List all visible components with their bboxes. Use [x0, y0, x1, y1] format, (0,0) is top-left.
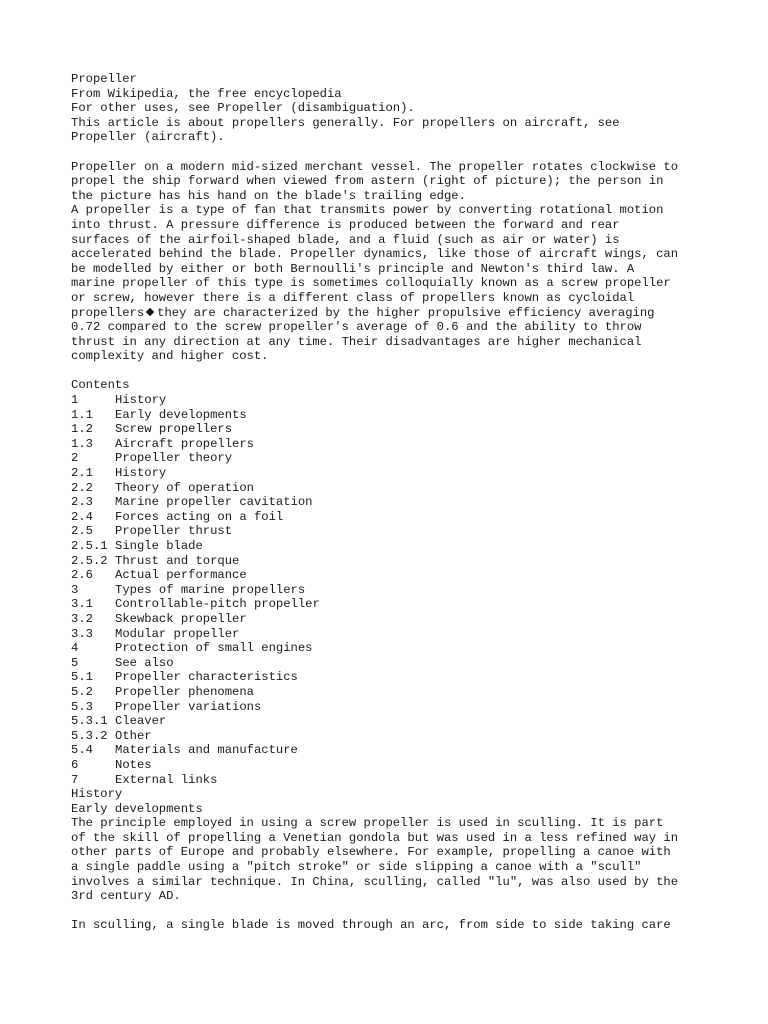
contents-item[interactable] [71, 714, 711, 729]
section-heading-history: History [71, 787, 123, 802]
contents-item-title[interactable]: See also [115, 655, 174, 670]
contents-item-number: 3.2 [71, 611, 93, 626]
contents-item[interactable] [71, 422, 711, 437]
spacer [71, 364, 711, 379]
contents-item-title[interactable]: Actual performance [115, 568, 247, 583]
body-line: other parts of Europe and probably elsewhere. For example, propelling a canoe with [71, 845, 671, 860]
contents-item-number: 2.4 [71, 509, 93, 524]
contents-item-title[interactable]: Modular propeller [115, 626, 240, 641]
contents-item-title[interactable]: Other [115, 728, 152, 743]
caption-line: Propeller on a modern mid-sized merchant vessel. The propeller rotates clockwise to [71, 159, 679, 174]
document-page [71, 72, 711, 933]
contents-item[interactable] [71, 510, 711, 525]
contents-item-title[interactable]: Types of marine propellers [115, 582, 306, 597]
contents-item[interactable] [71, 729, 711, 744]
history-paragraph-2 [71, 918, 711, 933]
contents-item[interactable] [71, 685, 711, 700]
contents-item-number: 3 [71, 582, 79, 597]
contents-item[interactable] [71, 437, 711, 452]
contents-item[interactable] [71, 554, 711, 569]
intro-line: surfaces of the airfoil-shaped blade, and a fluid (such as air or water) is [71, 232, 620, 247]
contents-item[interactable] [71, 670, 711, 685]
contents-item-number: 3.1 [71, 597, 93, 612]
intro-line: accelerated behind the blade. Propeller dynamics, like those of aircraft wings, can [71, 247, 679, 262]
history-section [71, 787, 711, 933]
spacer [71, 145, 711, 160]
contents-item-title[interactable]: Thrust and torque [115, 553, 240, 568]
hatnote-aircraft-line2: Propeller (aircraft). [71, 130, 225, 145]
intro-line: or screw, however there is a different class of propellers known as cycloidal [71, 290, 635, 305]
body-line: a single paddle using a "pitch stroke" or side slipping a canoe with a "scull" [71, 860, 642, 875]
contents-item-title[interactable]: Controllable-pitch propeller [115, 597, 320, 612]
hatnote-aircraft-line1: This article is about propellers generally. For propellers on aircraft, see [71, 115, 620, 130]
contents-item-title[interactable]: Skewback propeller [115, 611, 247, 626]
contents-item[interactable] [71, 758, 711, 773]
contents-item-number: 5.2 [71, 684, 93, 699]
contents-item-title[interactable]: Propeller thrust [115, 524, 233, 539]
contents-item[interactable] [71, 466, 711, 481]
contents-item-title[interactable]: Theory of operation [115, 480, 254, 495]
contents-item[interactable] [71, 568, 711, 583]
body-line: The principle employed in using a screw propeller is used in sculling. It is part [71, 816, 664, 831]
contents-item-number: 2.5.2 [71, 553, 108, 568]
contents-item-title[interactable]: Cleaver [115, 714, 167, 729]
contents-item[interactable] [71, 481, 711, 496]
contents-item-title[interactable]: Early developments [115, 407, 247, 422]
hatnote-disambiguation: For other uses, see Propeller (disambiguation). [71, 101, 415, 116]
intro-line: thrust in any direction at any time. Their disadvantages are higher mechanical [71, 334, 642, 349]
contents-item-title[interactable]: Propeller phenomena [115, 684, 254, 699]
contents-item-title[interactable]: History [115, 393, 167, 408]
contents-item-title[interactable]: Protection of small engines [115, 641, 313, 656]
contents-item-number: 1.1 [71, 407, 93, 422]
contents-item-title[interactable]: Aircraft propellers [115, 436, 254, 451]
contents-item-number: 5.3.1 [71, 714, 108, 729]
body-line: 3rd century AD. [71, 889, 181, 904]
table-of-contents [71, 378, 711, 787]
contents-item-number: 5.1 [71, 670, 93, 685]
body-line: In sculling, a single blade is moved through an arc, from side to side taking care [71, 918, 671, 933]
contents-item-number: 2.5.1 [71, 539, 108, 553]
contents-item[interactable] [71, 641, 711, 656]
intro-line: A propeller is a type of fan that transmits power by converting rotational motion [71, 203, 664, 218]
contents-item[interactable] [71, 627, 711, 642]
contents-list [71, 393, 711, 787]
body-line: of the skill of propelling a Venetian gondola but was used in a less refined way in [71, 830, 679, 845]
contents-item[interactable] [71, 597, 711, 612]
intro-line: complexity and higher cost. [71, 349, 269, 364]
contents-item[interactable] [71, 656, 711, 671]
contents-item-number: 3.3 [71, 626, 93, 641]
intro-line: 0.72 compared to the screw propeller's average of 0.6 and the ability to throw [71, 320, 642, 335]
contents-heading: Contents [71, 378, 130, 393]
caption-line: propel the ship forward when viewed from astern (right of picture); the person in [71, 174, 664, 189]
contents-item-title[interactable]: Notes [115, 757, 152, 772]
contents-item-number: 1.2 [71, 422, 93, 437]
contents-item-number: 5.3 [71, 699, 93, 714]
intro-line-part: they are characterized by the higher propulsive efficiency averaging [157, 305, 655, 320]
contents-item-number: 1 [71, 393, 79, 408]
spacer [71, 904, 711, 919]
image-caption [71, 160, 711, 204]
contents-item-number: 2 [71, 451, 79, 466]
replacement-glyph-icon [146, 308, 154, 316]
contents-item[interactable] [71, 583, 711, 598]
contents-item[interactable] [71, 773, 711, 788]
contents-item-number: 2.1 [71, 466, 93, 481]
contents-item-title[interactable]: Forces acting on a foil [115, 509, 284, 524]
contents-item-title[interactable]: History [115, 466, 167, 481]
contents-item[interactable] [71, 612, 711, 627]
history-paragraph-1 [71, 816, 711, 904]
contents-item-number: 2.3 [71, 495, 93, 510]
intro-line: be modelled by either or both Bernoulli's principle and Newton's third law. A [71, 261, 635, 276]
subsection-heading-early-developments: Early developments [71, 801, 203, 816]
contents-item-title[interactable]: External links [115, 772, 218, 787]
contents-item-number: 2.6 [71, 568, 93, 583]
source-line: From Wikipedia, the free encyclopedia [71, 86, 342, 101]
article-header [71, 72, 711, 145]
contents-item[interactable] [71, 700, 711, 715]
caption-line: the picture has his hand on the blade's trailing edge. [71, 188, 466, 203]
contents-item-number: 5.3.2 [71, 728, 108, 743]
contents-item-title[interactable]: Single blade [115, 539, 203, 553]
contents-item[interactable] [71, 495, 711, 510]
contents-item-title[interactable]: Marine propeller cavitation [115, 495, 313, 510]
contents-item-number: 1.3 [71, 436, 93, 451]
intro-paragraph [71, 203, 711, 364]
intro-line-part: propellers [71, 305, 145, 320]
intro-line [71, 306, 711, 321]
contents-item-number: 5.4 [71, 743, 93, 758]
body-line: involves a similar technique. In China, sculling, called "lu", was also used by the [71, 874, 679, 889]
contents-item[interactable] [71, 743, 711, 758]
article-title: Propeller [71, 72, 137, 86]
contents-item-number: 2.5 [71, 524, 93, 539]
intro-line: marine propeller of this type is sometimes colloquially known as a screw propeller [71, 276, 671, 291]
contents-item[interactable] [71, 408, 711, 423]
contents-item-title[interactable]: Propeller variations [115, 699, 262, 714]
contents-item[interactable] [71, 539, 711, 554]
contents-item[interactable] [71, 524, 711, 539]
contents-item-number: 2.2 [71, 480, 93, 495]
contents-item-number: 6 [71, 757, 79, 772]
contents-item-title[interactable]: Screw propellers [115, 422, 233, 437]
contents-item-number: 5 [71, 655, 79, 670]
contents-item-number: 4 [71, 641, 79, 656]
intro-line: into thrust. A pressure difference is produced between the forward and rear [71, 217, 620, 232]
contents-item[interactable] [71, 393, 711, 408]
contents-item-number: 7 [71, 772, 79, 787]
contents-item-title[interactable]: Propeller characteristics [115, 670, 298, 685]
contents-item-title[interactable]: Materials and manufacture [115, 743, 298, 758]
contents-item[interactable] [71, 451, 711, 466]
contents-item-title[interactable]: Propeller theory [115, 451, 233, 466]
